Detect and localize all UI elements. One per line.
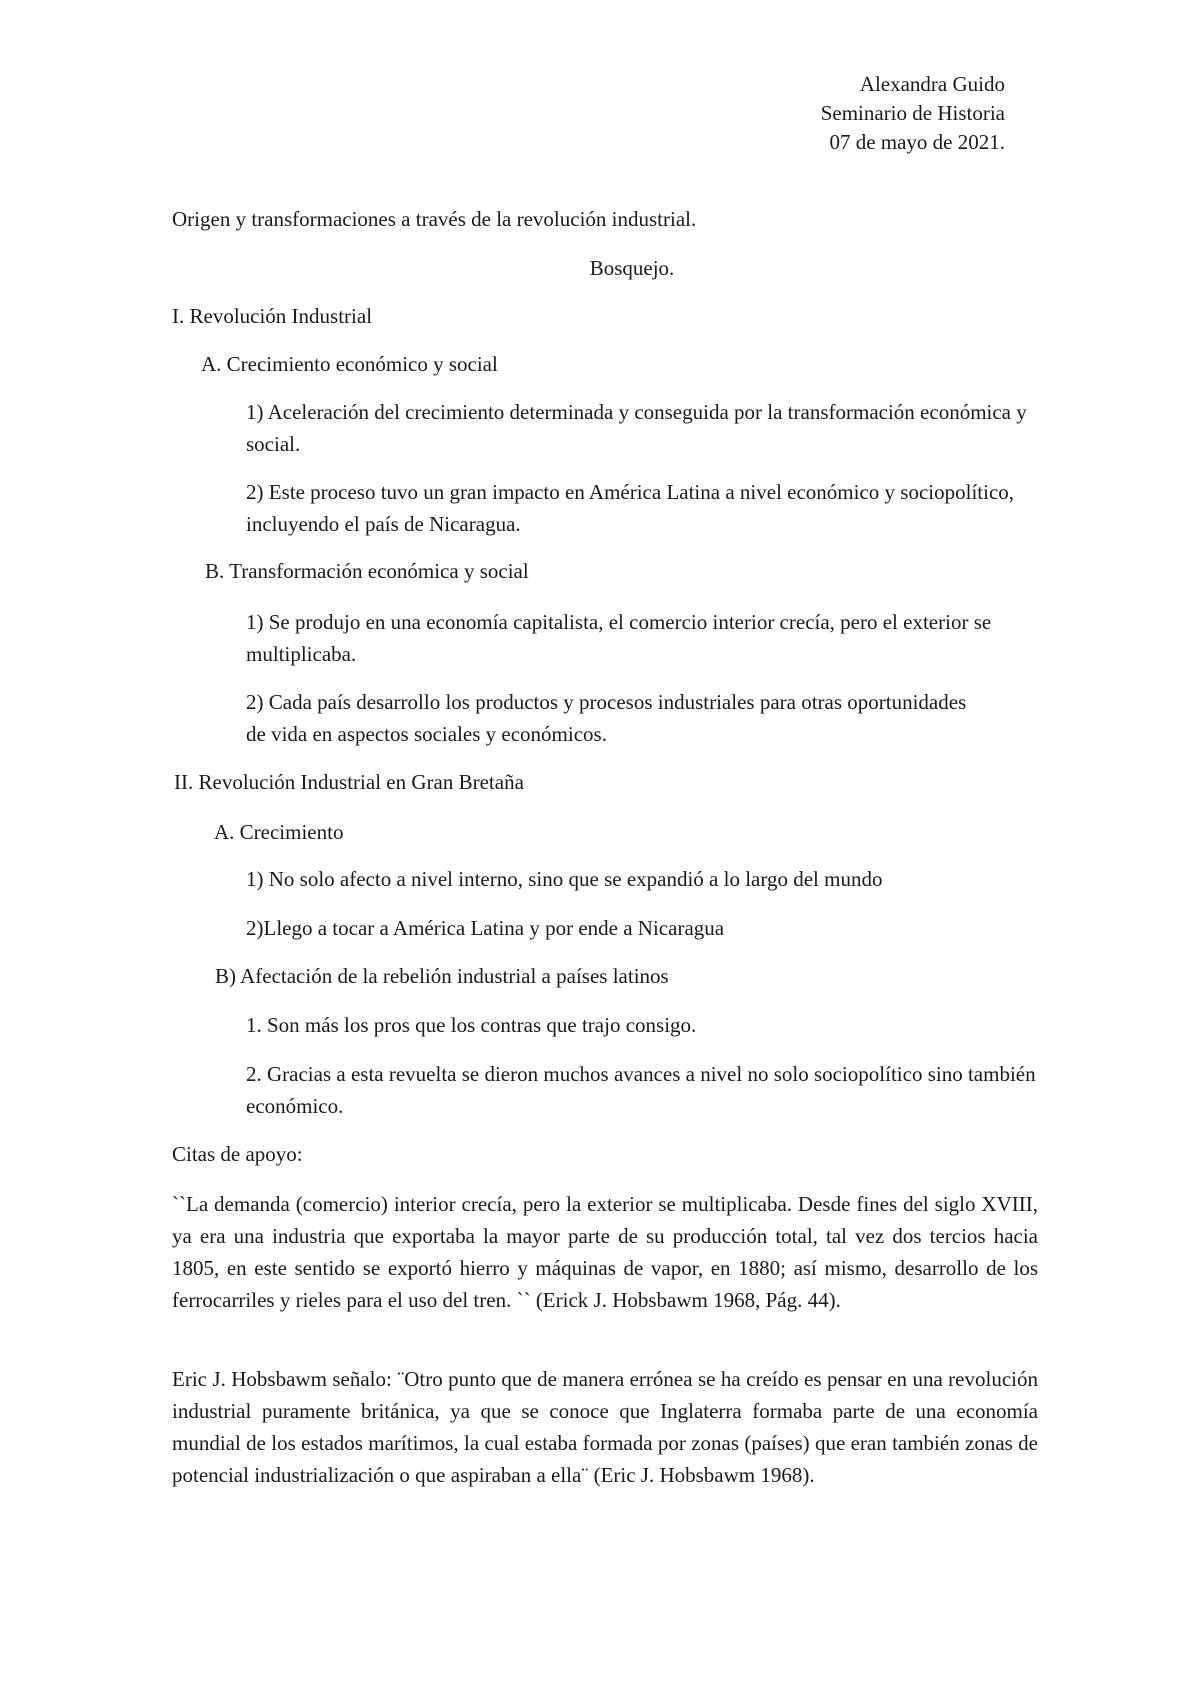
section-1a-item-1: 1) Aceleración del crecimiento determinada y conseguida por la transformación económica y social. <box>246 400 1027 456</box>
section-1a-heading: A. Crecimiento económico y social <box>201 352 498 376</box>
section-2b-item-1: 1. Son más los pros que los contras que trajo consigo. <box>246 1013 697 1037</box>
section-2b-heading: B) Afectación de la rebelión industrial a países latinos <box>215 964 669 988</box>
section-2a-item-1: 1) No solo afecto a nivel interno, sino que se expandió a lo largo del mundo <box>246 867 883 891</box>
document-title: Origen y transformaciones a través de la revolución industrial. <box>172 207 697 231</box>
section-2a-heading: A. Crecimiento <box>214 820 344 844</box>
section-1b-item-1: 1) Se produjo en una economía capitalista, el comercio interior crecía, pero el exterior se multiplicaba. <box>246 610 992 666</box>
section-1b-item-2: 2) Cada país desarrollo los productos y procesos industriales para otras oportunidades de vida en aspectos sociales y económicos. <box>246 690 967 746</box>
quotes-heading: Citas de apoyo: <box>172 1142 303 1166</box>
author-name: Alexandra Guido <box>859 72 1005 96</box>
section-1-heading: I. Revolución Industrial <box>172 304 373 328</box>
course-name: Seminario de Historia <box>820 101 1005 125</box>
section-1b-heading: B. Transformación económica y social <box>205 559 529 583</box>
section-1a-item-2: 2) Este proceso tuvo un gran impacto en América Latina a nivel económico y sociopolítico, incluyendo el país de Nicaragua. <box>246 480 1015 536</box>
document-date: 07 de mayo de 2021. <box>829 130 1005 154</box>
section-2-heading: II. Revolución Industrial en Gran Bretaña <box>174 770 524 794</box>
document-subtitle: Bosquejo. <box>589 256 675 280</box>
quote-2: Eric J. Hobsbawm señalo: ¨Otro punto que de manera errónea se ha creído es pensar en una revolución industrial puramente británica, ya que se conoce que Inglaterra formaba parte de una economía mundial de los estados marítimos, la cual estaba formada por zonas (países) que eran también zonas de potencial industrialización o que aspiraban a ella¨ (Eric J. Hobsbawm 1968). <box>172 1367 1038 1487</box>
section-2a-item-2: 2)Llego a tocar a América Latina y por ende a Nicaragua <box>246 916 725 940</box>
section-2b-item-2: 2. Gracias a esta revuelta se dieron muchos avances a nivel no solo sociopolítico sino también económico. <box>246 1062 1036 1118</box>
quote-1: ``La demanda (comercio) interior crecía, pero la exterior se multiplicaba. Desde fines del siglo XVIII, ya era una industria que exportaba la mayor parte de su producción total, tal vez dos tercios hacia 1805, en este sentido se exportó hierro y máquinas de vapor, en 1880; así mismo, desarrollo de los ferrocarriles y rieles para el uso del tren. `` (Erick J. Hobsbawm 1968, Pág. 44). <box>172 1192 1038 1312</box>
